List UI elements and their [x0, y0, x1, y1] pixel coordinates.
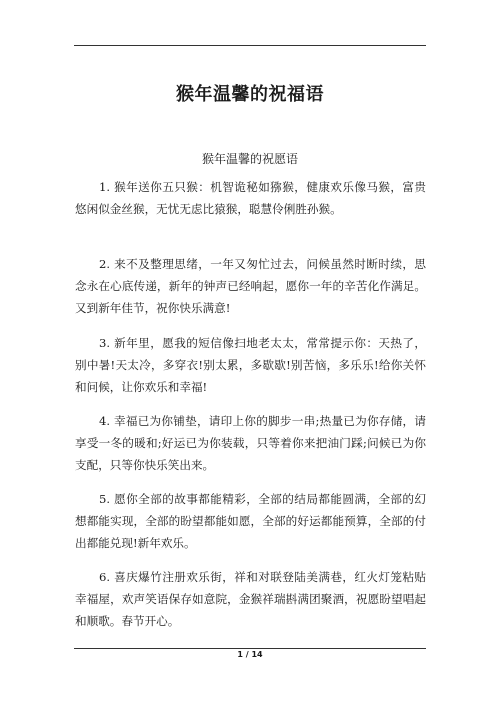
document-title: 猴年温馨的祝福语	[176, 84, 324, 105]
footer-rule	[74, 648, 426, 649]
paragraph-5: 5. 愿你全部的故事都能精彩，全部的结局都能圆满，全部的幻想都能实现，全部的盼望都能如愿，全部的好运都能预算，全部的付出都能兑现!新年欢乐。	[75, 492, 426, 550]
paragraph-2: 2. 来不及整理思绪，一年又匆忙过去，问候虽然时断时续，思念永在心底传递，新年的钟声已经响起，愿你一年的辛苦化作满足。又到新年佳节，祝你快乐满意!	[75, 257, 426, 315]
paragraph-6: 6. 喜庆爆竹注册欢乐街，祥和对联登陆美满巷，红火灯笼粘贴幸福屋，欢声笑语保存如意院，金猴祥瑞斟满团聚酒，祝愿盼望唱起和顺歌。春节开心。	[75, 570, 426, 628]
paragraph-3: 3. 新年里，愿我的短信像扫地老太太，常常提示你：天热了，别中暑!天太冷，多穿衣!别太累，多歇歇!别苦恼，多乐乐!给你关怀和问候，让你欢乐和幸福!	[75, 336, 426, 394]
document-subtitle: 猴年温馨的祝愿语	[201, 152, 298, 166]
paragraph-1: 1. 猴年送你五只猴：机智诡秘如猕猴，健康欢乐像马猴，富贵悠闲似金丝猴，无忧无虑比猿猴，聪慧伶俐胜孙猴。	[75, 180, 426, 216]
page-number: 1 / 14	[237, 650, 263, 659]
paragraph-4: 4. 幸福已为你铺垫，请印上你的脚步一串;热量已为你存储，请享受一冬的暖和;好运已为你装载，只等着你来把油门踩;问候已为你支配，只等你快乐笑出来。	[75, 414, 426, 472]
header-rule	[74, 45, 426, 46]
